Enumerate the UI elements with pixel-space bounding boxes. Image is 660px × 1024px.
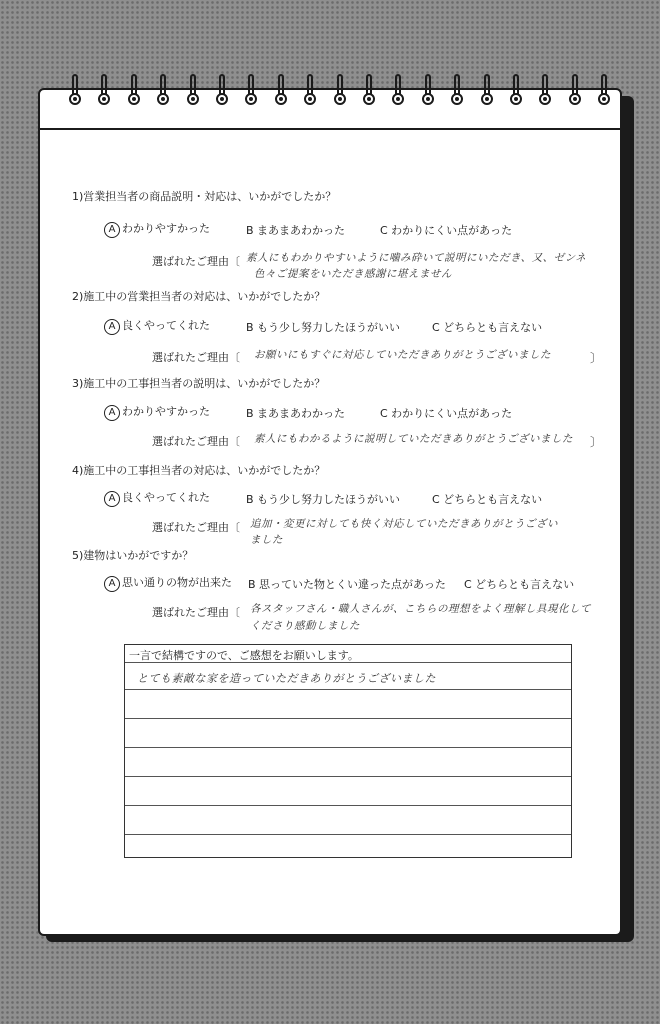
question-5-option-b: B 思っていた物とくい違った点があった bbox=[248, 578, 446, 591]
selected-circle-icon: A bbox=[104, 576, 120, 592]
ring-icon bbox=[333, 74, 347, 114]
question-2-close-bracket: 〕 bbox=[590, 351, 603, 365]
comment-rule bbox=[125, 689, 571, 690]
question-2-reason: お願いにもすぐに対応していただきありがとうございました bbox=[254, 349, 551, 361]
question-2-option-b: B もう少し努力したほうがいい bbox=[246, 321, 401, 334]
question-5-reason-label: 選ばれたご理由〔 bbox=[152, 606, 240, 619]
comment-text: とても素敵な家を造っていただきありがとうございました bbox=[137, 672, 436, 685]
comment-rule bbox=[125, 747, 571, 748]
comment-rule bbox=[125, 662, 571, 663]
ring-icon bbox=[538, 74, 552, 114]
question-1-reason-line-1: 素人にもわかりやすいように噛み砕いて説明にいただき、又、ゼンネ bbox=[246, 252, 587, 264]
ring-icon bbox=[450, 74, 464, 114]
comment-title: 一言で結構ですので、ご感想をお願いします。 bbox=[129, 649, 359, 662]
ring-icon bbox=[97, 74, 111, 114]
selected-circle-icon: A bbox=[104, 319, 120, 335]
comment-rule bbox=[125, 834, 571, 835]
question-2-title: 2)施工中の営業担当者の対応は、いかがでしたか？ bbox=[72, 290, 326, 303]
spiral-binding bbox=[68, 74, 598, 114]
question-4-option-c: C どちらとも言えない bbox=[432, 493, 543, 506]
question-2-option-c: C どちらとも言えない bbox=[432, 321, 543, 334]
ring-icon bbox=[244, 74, 258, 114]
question-1-option-a: A わかりやすかった bbox=[104, 220, 210, 238]
question-1-option-b: B まあまあわかった bbox=[246, 224, 346, 237]
question-1-title: 1)営業担当者の商品説明・対応は、いかがでしたか？ bbox=[72, 190, 337, 203]
ring-icon bbox=[509, 74, 523, 114]
question-5-reason-line-1: 各スタッフさん・職人さんが、こちらの理想をよく理解し具現化して bbox=[250, 603, 591, 615]
selected-circle-icon: A bbox=[104, 491, 120, 507]
ring-icon bbox=[568, 74, 582, 114]
binding-rule bbox=[40, 128, 620, 130]
survey-sheet bbox=[38, 88, 622, 936]
question-5-reason-line-2: くださり感動しました bbox=[250, 620, 360, 632]
question-5-option-a: A 思い通りの物が出来た bbox=[104, 574, 232, 592]
question-1-reason-label: 選ばれたご理由〔 bbox=[152, 255, 240, 268]
question-3-reason-label: 選ばれたご理由〔 bbox=[152, 435, 240, 448]
question-3-option-c: C わかりにくい点があった bbox=[380, 407, 513, 420]
question-4-option-a: A 良くやってくれた bbox=[104, 489, 210, 507]
ring-icon bbox=[391, 74, 405, 114]
question-1-option-c: C わかりにくい点があった bbox=[380, 224, 513, 237]
question-4-reason-line-2: ました bbox=[250, 534, 283, 546]
question-3-reason: 素人にもわかるように説明していただきありがとうございました bbox=[254, 433, 573, 445]
question-1-reason-line-2: 色々ご提案をいただき感謝に堪えません bbox=[254, 268, 452, 280]
ring-icon bbox=[480, 74, 494, 114]
question-4-reason-label: 選ばれたご理由〔 bbox=[152, 521, 240, 534]
question-3-close-bracket: 〕 bbox=[590, 435, 603, 449]
ring-icon bbox=[421, 74, 435, 114]
question-4-title: 4)施工中の工事担当者の対応は、いかがでしたか？ bbox=[72, 464, 326, 477]
comment-rule bbox=[125, 718, 571, 719]
question-4-reason-line-1: 追加・変更に対しても快く対応していただきありがとうござい bbox=[250, 518, 558, 530]
ring-icon bbox=[362, 74, 376, 114]
ring-icon bbox=[215, 74, 229, 114]
ring-icon bbox=[303, 74, 317, 114]
question-3-title: 3)施工中の工事担当者の説明は、いかがでしたか？ bbox=[72, 377, 326, 390]
ring-icon bbox=[127, 74, 141, 114]
question-4-option-b: B もう少し努力したほうがいい bbox=[246, 493, 401, 506]
question-3-option-a: A わかりやすかった bbox=[104, 403, 210, 421]
comment-rule bbox=[125, 776, 571, 777]
ring-icon bbox=[186, 74, 200, 114]
comment-rule bbox=[125, 805, 571, 806]
question-2-option-a: A 良くやってくれた bbox=[104, 317, 210, 335]
ring-icon bbox=[274, 74, 288, 114]
selected-circle-icon: A bbox=[104, 222, 120, 238]
ring-icon bbox=[597, 74, 611, 114]
question-5-title: 5)建物はいかがですか？ bbox=[72, 549, 194, 562]
question-2-reason-label: 選ばれたご理由〔 bbox=[152, 351, 240, 364]
ring-icon bbox=[68, 74, 82, 114]
question-5-option-c: C どちらとも言えない bbox=[464, 578, 575, 591]
selected-circle-icon: A bbox=[104, 405, 120, 421]
ring-icon bbox=[156, 74, 170, 114]
comment-box bbox=[124, 644, 572, 858]
question-3-option-b: B まあまあわかった bbox=[246, 407, 346, 420]
